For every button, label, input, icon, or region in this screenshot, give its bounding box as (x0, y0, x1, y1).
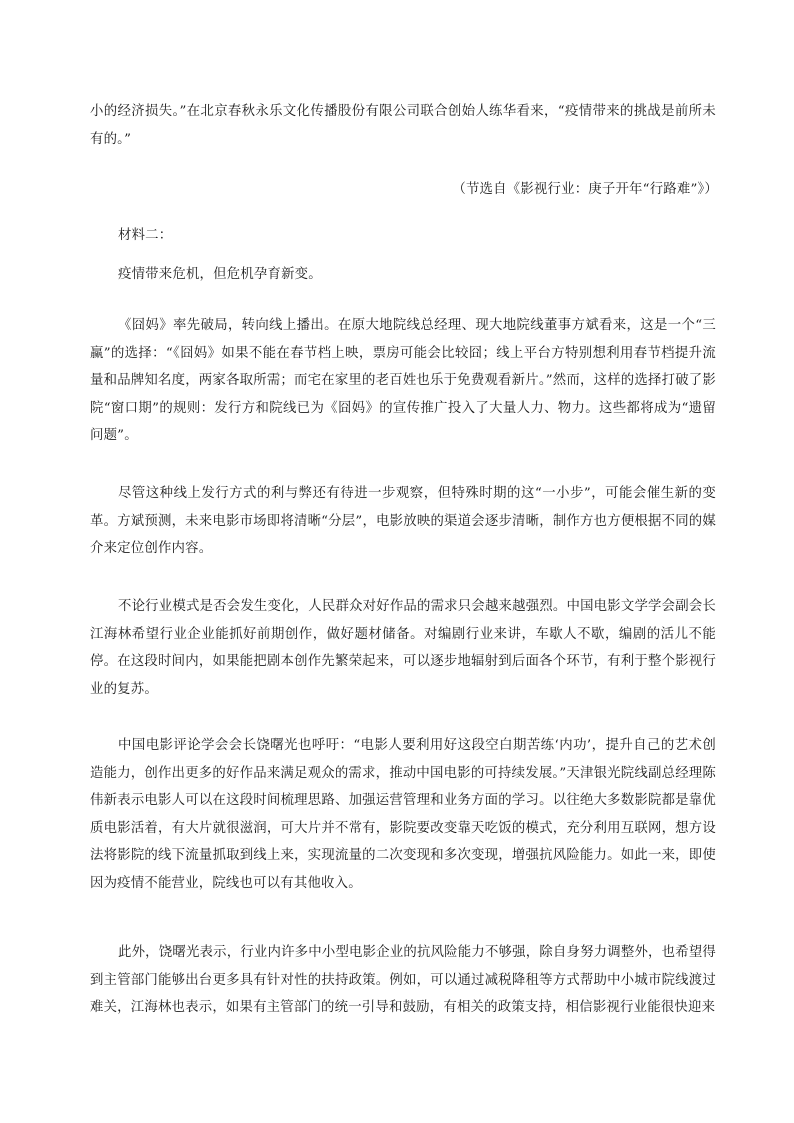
source-citation: （节选自《影视行业：庚子开年“行路难”》） (452, 182, 718, 197)
paragraph-3: 尽管这种线上发行方式的利与弊还有待进一步观察，但特殊时期的这“一小步”，可能会催生新的变革。方斌预测，未来电影市场即将清晰“分层”，电影放映的渠道会逐步清晰，制作方也方便根据不同的媒介来定位创作内容。 (90, 486, 716, 556)
section-heading: 材料二： (118, 228, 173, 243)
paragraph-4: 不论行业模式是否会发生变化，人民群众对好作品的需求只会越来越强烈。中国电影文学学会副会长江海林希望行业企业能抓好前期创作，做好题材储备。对编剧行业来讲，车歇人不歇，编剧的活儿不能停。在这段时间内，如果能把剧本创作先繁荣起来，可以逐步地辐射到后面各个环节，有利于整个影视行业的复苏。 (90, 599, 716, 697)
continuation-paragraph: 小的经济损失。”在北京春秋永乐文化传播股份有限公司联合创始人练华看来，“疫情带来的挑战是前所未有的。” (90, 104, 716, 147)
paragraph-1: 疫情带来危机，但危机孕育新变。 (118, 267, 322, 282)
paragraph-6: 此外，饶曙光表示，行业内许多中小型电影企业的抗风险能力不够强，除自身努力调整外，也希望得到主管部门能够出台更多具有针对性的扶持政策。例如，可以通过减税降租等方式帮助中小城市院线渡过难关，江海林也表示，如果有主管部门的统一引导和鼓励，有相关的政策支持，相信影视行业能很快迎来 (90, 945, 716, 1015)
paragraph-5: 中国电影评论学会会长饶曙光也呼吁：“电影人要利用好这段空白期苦练‘内功’，提升自己的艺术创造能力，创作出更多的好作品来满足观众的需求，推动中国电影的可持续发展。”天津银光院线副总经理陈伟新表示电影人可以在这段时间梳理思路、加强运营管理和业务方面的学习。以往绝大多数影院都是靠优质电影活着，有大片就很滋润，可大片并不常有，影院要改变靠天吃饭的模式，充分利用互联网，想方设法将影院的线下流量抓取到线上来，实现流量的二次变现和多次变现，增强抗风险能力。如此一来，即使因为疫情不能营业，院线也可以有其他收入。 (90, 738, 716, 891)
paragraph-2: 《囧妈》率先破局，转向线上播出。在原大地院线总经理、现大地院线董事方斌看来，这是一个“三赢”的选择：“《囧妈》如果不能在春节档上映，票房可能会比较囧；线上平台方特别想利用春节档提升流量和品牌知名度，两家各取所需；而宅在家里的老百姓也乐于免费观看新片。”然而，这样的选择打破了影院“窗口期”的规则：发行方和院线已为《囧妈》的宣传推广投入了大量人力、物力。这些都将成为“遗留问题”。 (90, 318, 716, 443)
